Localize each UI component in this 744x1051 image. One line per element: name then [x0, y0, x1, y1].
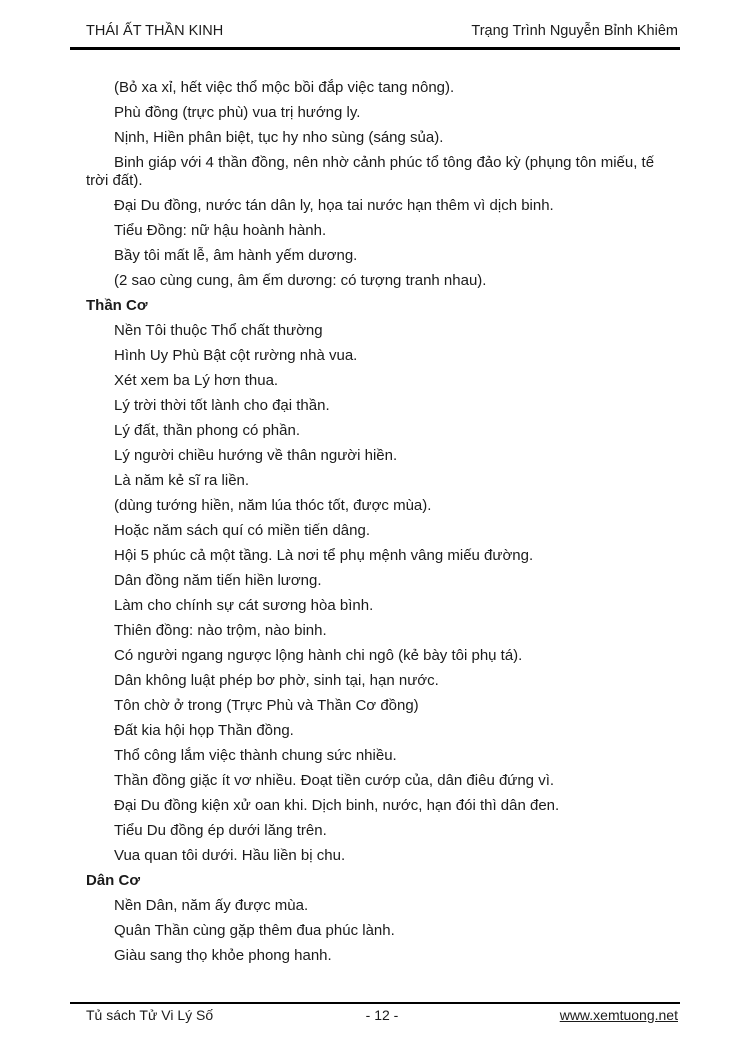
- paragraph: Hoặc năm sách quí có miền tiến dâng.: [114, 522, 370, 539]
- paragraph: (2 sao cùng cung, âm ếm dương: có tượng tranh nhau).: [114, 272, 487, 289]
- paragraph: Hội 5 phúc cả một tầng. Là nơi tể phụ mệnh vâng miếu đường.: [114, 547, 534, 564]
- page-footer: [70, 1002, 680, 1024]
- paragraph: Tiểu Du đồng ép dưới lăng trên.: [114, 822, 327, 839]
- paragraph: Tiểu Đồng: nữ hậu hoành hành.: [114, 222, 327, 239]
- paragraph: Vua quan tôi dưới. Hầu liền bị chu.: [114, 847, 346, 864]
- header-author-title: Trạng Trình Nguyễn Bỉnh Khiêm: [471, 23, 678, 39]
- paragraph: Thần đồng giặc ít vơ nhiều. Đoạt tiền cướp của, dân điêu đứng vì.: [114, 772, 555, 789]
- paragraph: Giàu sang thọ khỏe phong hanh.: [114, 947, 332, 964]
- paragraph: Phù đồng (trực phù) vua trị hướng ly.: [114, 104, 361, 121]
- paragraph: Dân không luật phép bơ phờ, sinh tại, hạn nước.: [114, 672, 439, 689]
- page-header: [70, 23, 680, 50]
- document-body: [70, 79, 680, 972]
- section-heading: Dân Cơ: [86, 872, 141, 889]
- paragraph: Dân đồng năm tiến hiền lương.: [114, 572, 322, 589]
- paragraph: Quân Thần cùng gặp thêm đua phúc lành.: [114, 922, 395, 939]
- paragraph: Nền Tôi thuộc Thổ chất thường: [114, 322, 323, 339]
- paragraph: Hình Uy Phù Bật cột rường nhà vua.: [114, 347, 358, 364]
- paragraph: Thiên đồng: nào trộm, nào binh.: [114, 622, 327, 639]
- header-book-title: THÁI ẤT THẦN KINH: [86, 23, 224, 39]
- paragraph: Lý đất, thần phong có phần.: [114, 422, 300, 439]
- paragraph: (Bỏ xa xỉ, hết việc thổ mộc bồi đắp việc tang nông).: [114, 79, 455, 96]
- paragraph: Xét xem ba Lý hơn thua.: [114, 372, 279, 389]
- paragraph: Đại Du đồng kiện xử oan khi. Dịch binh, nước, hạn đói thì dân đen.: [114, 797, 560, 814]
- paragraph: Làm cho chính sự cát sương hòa bình.: [114, 597, 374, 614]
- footer-website-link[interactable]: www.xemtuong.net: [559, 1007, 678, 1023]
- paragraph: Đất kia hội họp Thần đồng.: [114, 722, 294, 739]
- footer-series-label: Tủ sách Tử Vi Lý Số: [86, 1007, 214, 1023]
- paragraph: Có người ngang ngược lộng hành chi ngô (kẻ bày tôi phụ tá).: [114, 647, 523, 664]
- section-heading: Thần Cơ: [86, 297, 148, 314]
- paragraph: Là năm kẻ sĩ ra liền.: [114, 472, 250, 489]
- paragraph: Lý người chiều hướng về thân người hiền.: [114, 447, 398, 464]
- paragraph: Nịnh, Hiền phân biệt, tục hy nho sùng (sáng sủa).: [114, 129, 444, 146]
- paragraph: Bầy tôi mất lễ, âm hành yếm dương.: [114, 247, 358, 264]
- paragraph: Thổ công lắm việc thành chung sức nhiều.: [114, 747, 397, 764]
- paragraph: Đại Du đồng, nước tán dân ly, họa tai nước hạn thêm vì dịch binh.: [114, 197, 554, 214]
- footer-page-number: - 12 -: [365, 1007, 399, 1023]
- paragraph: Tôn chờ ở trong (Trực Phù và Thần Cơ đồng): [114, 697, 419, 714]
- paragraph: Nền Dân, năm ấy được mùa.: [114, 897, 309, 914]
- paragraph: Binh giáp với 4 thần đồng, nên nhờ cảnh phúc tổ tông đảo kỳ (phụng tôn miếu, tế trời đất).: [86, 154, 655, 189]
- paragraph: (dùng tướng hiền, năm lúa thóc tốt, được mùa).: [114, 497, 432, 514]
- paragraph: Lý trời thời tốt lành cho đại thần.: [114, 397, 330, 414]
